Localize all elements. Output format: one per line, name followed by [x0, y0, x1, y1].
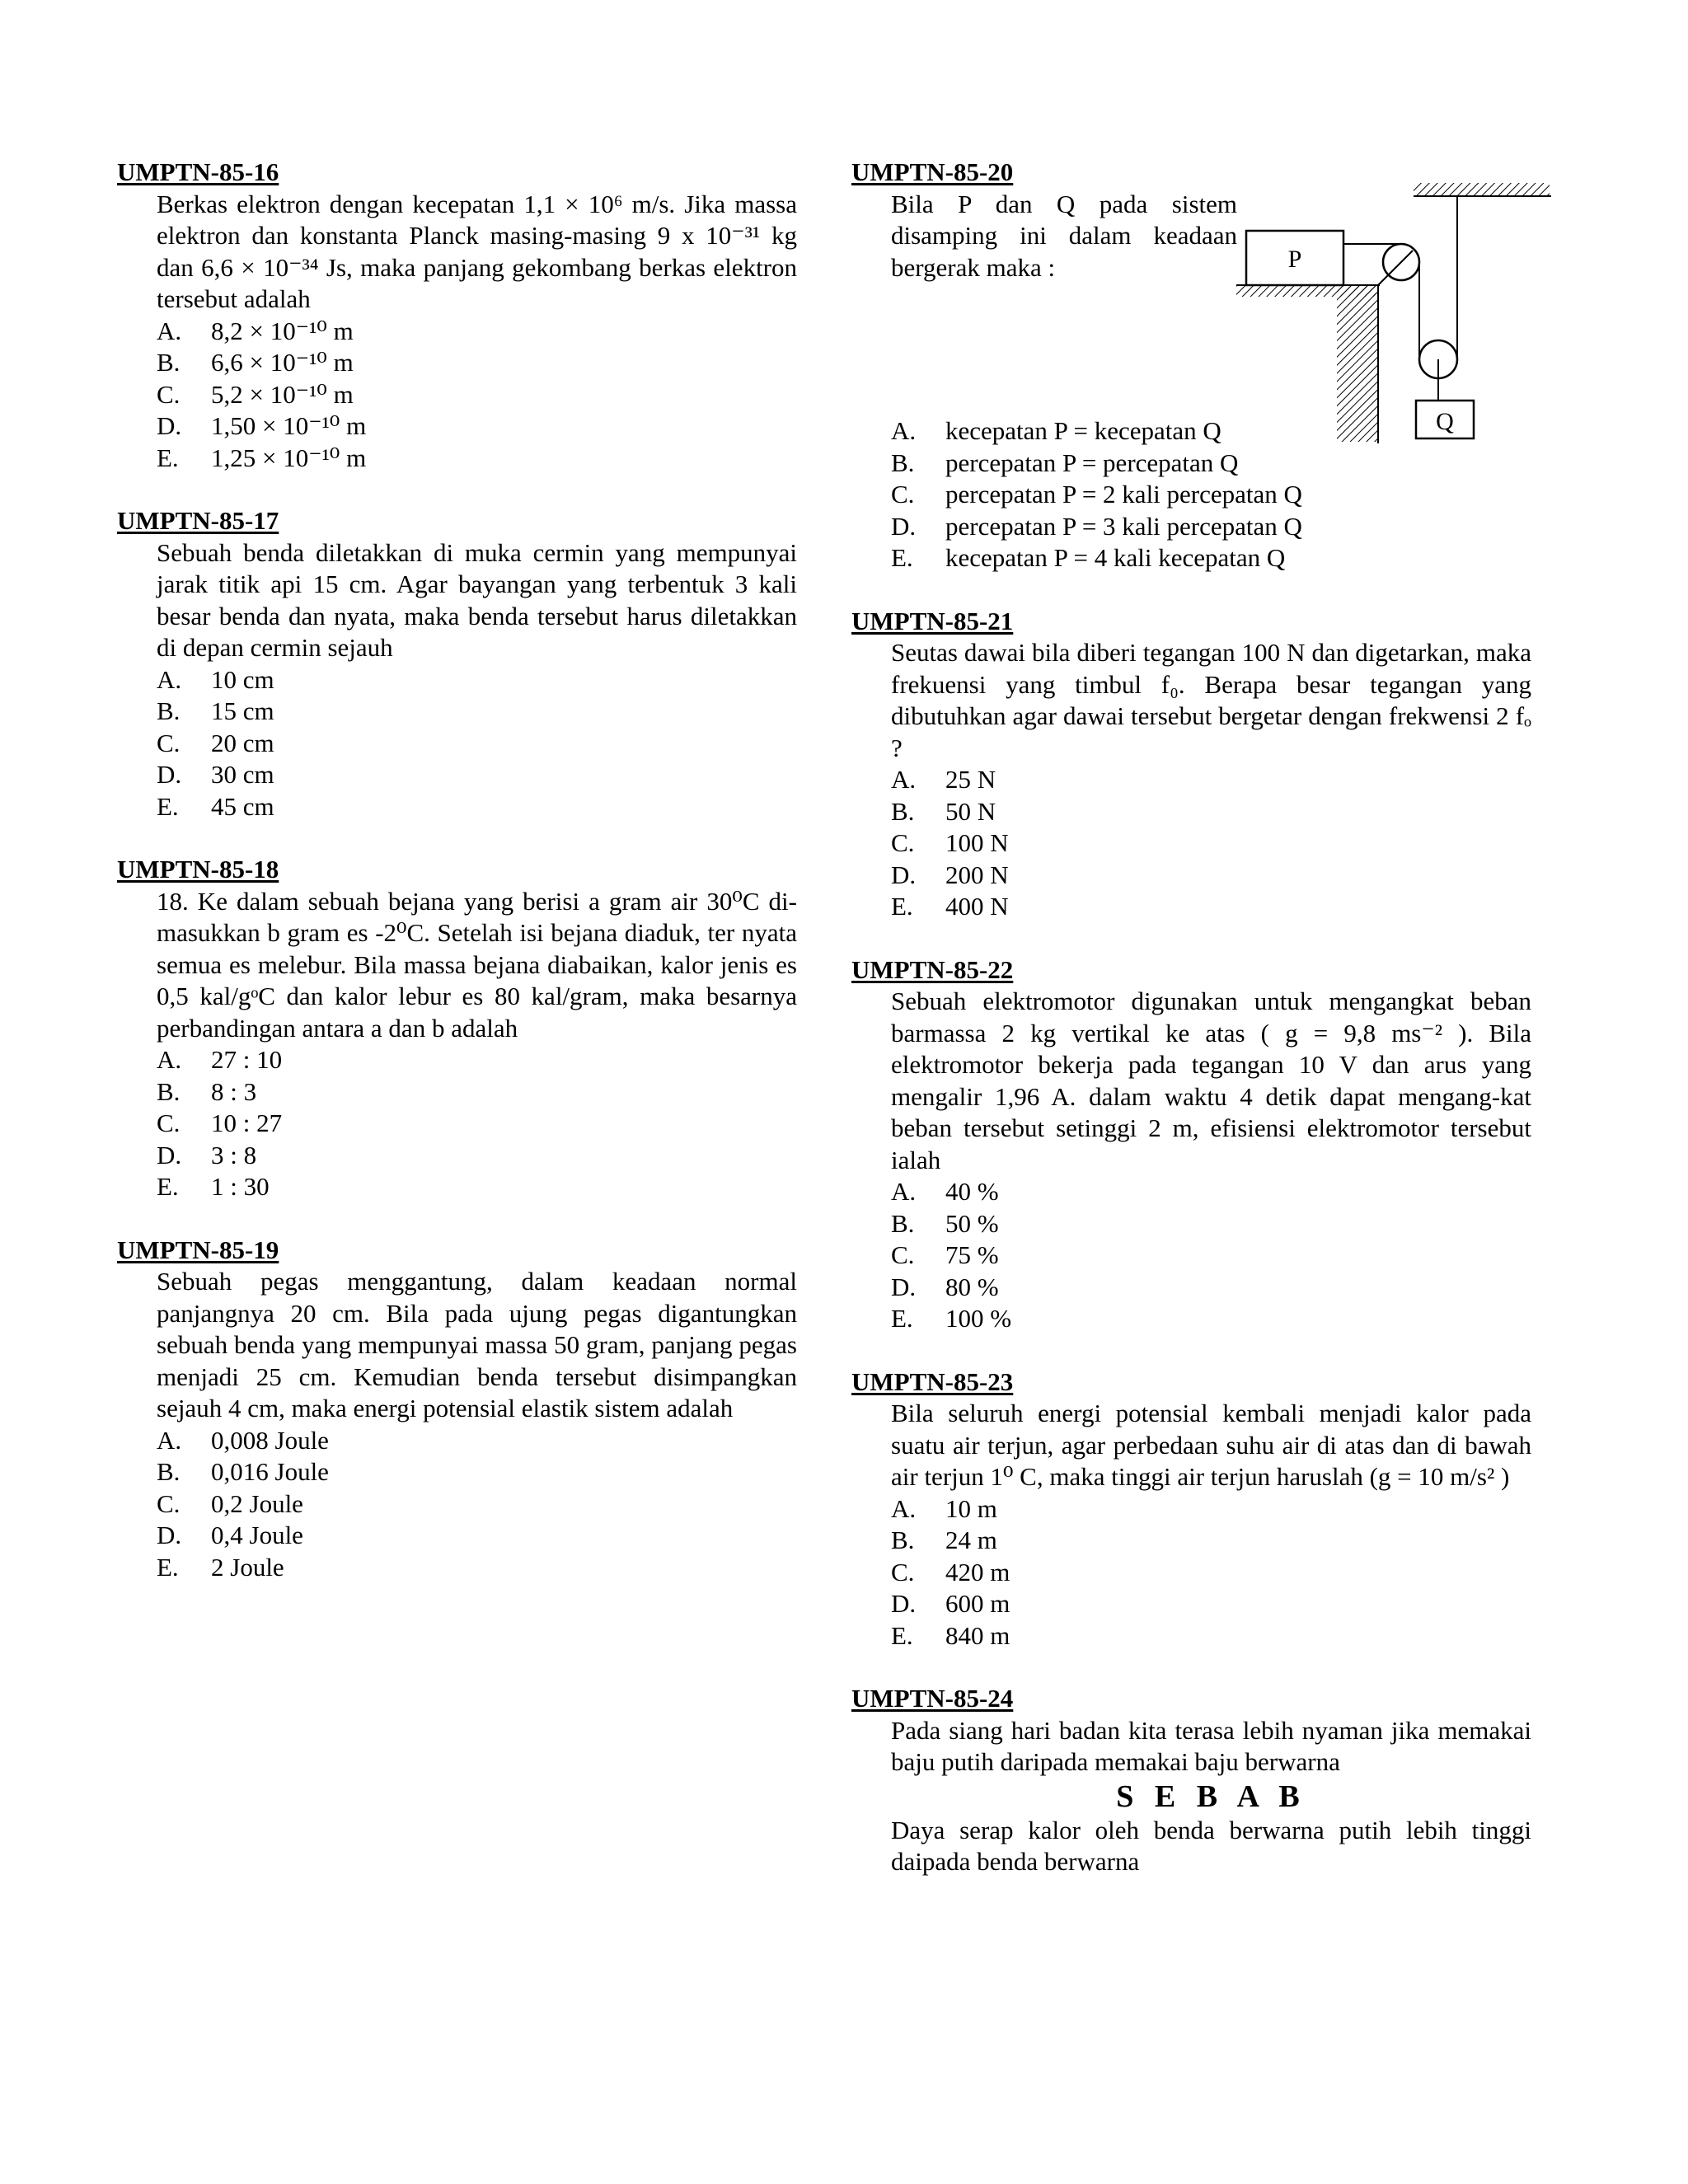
block-p-label: P	[1287, 246, 1302, 273]
option-letter: E.	[891, 1620, 913, 1650]
option-letter: D.	[891, 511, 917, 541]
option-letter: D.	[157, 1140, 182, 1169]
question-heading: UMPTN-85-24	[851, 1684, 1014, 1713]
option-letter: A.	[891, 416, 917, 445]
option-item	[891, 511, 1531, 543]
option-text: 24 m	[945, 1526, 997, 1554]
option-item	[891, 1176, 1531, 1208]
option-letter: D.	[891, 1589, 917, 1618]
option-letter: A.	[157, 1425, 182, 1455]
option-text: 420 m	[945, 1557, 1010, 1586]
option-text: 20 cm	[211, 728, 274, 757]
pulley-diagram	[1236, 180, 1566, 452]
option-letter: E.	[157, 443, 179, 472]
question-heading: UMPTN-85-16	[117, 157, 279, 186]
option-text: 3 : 8	[211, 1140, 257, 1169]
option-text: 2 Joule	[211, 1552, 284, 1582]
option-text: 1 : 30	[211, 1172, 270, 1201]
option-letter: C.	[157, 379, 181, 409]
option-text: 5,2 × 10⁻¹⁰ m	[211, 379, 354, 409]
option-item	[891, 1272, 1531, 1304]
option-item	[891, 1303, 1531, 1335]
option-text: 0,016 Joule	[211, 1457, 329, 1486]
option-item	[157, 1076, 797, 1108]
option-list	[851, 1493, 1531, 1652]
question-stem: Sebuah benda diletakkan di muka cermin yang mempunyai jarak titik api 15 cm. Agar bayangan yang terbentuk 3 kali besar benda dan nyata, maka benda tersebut harus diletakkan di depan cermin sejauh	[157, 537, 797, 662]
question-stem: Sebuah elektromotor digunakan untuk mengangkat beban barmassa 2 kg vertikal ke atas ( g = 9,8 ms⁻² ). Bila elektromotor bekerja pada tegangan 10 V dan arus yang mengalir 1,96 A. dalam waktu 4 detik dapat mengang-kat beban tersebut setinggi 2 m, efisiensi elektromotor tersebut ialah	[891, 987, 1531, 1174]
option-item	[157, 1488, 797, 1521]
option-text: 200 N	[945, 860, 1009, 889]
option-text: 25 N	[945, 765, 996, 794]
option-text: 15 cm	[211, 696, 274, 725]
option-letter: E.	[891, 892, 913, 921]
option-item	[157, 759, 797, 791]
option-letter: B.	[891, 1526, 915, 1554]
option-text: 30 cm	[211, 760, 274, 789]
block-q-label: Q	[1436, 408, 1454, 435]
option-letter: A.	[157, 316, 182, 345]
option-item	[157, 1425, 797, 1457]
question-stem: Seutas dawai bila diberi tegangan 100 N dan digetarkan, maka frekuensi yang timbul f₀. Berapa besar tegangan yang dibutuhkan agar dawai tersebut bergetar dengan frekwensi 2 fₒ ?	[891, 638, 1531, 762]
option-text: 6,6 × 10⁻¹⁰ m	[211, 348, 354, 377]
option-item	[891, 479, 1531, 511]
option-item	[891, 1620, 1531, 1652]
option-letter: C.	[157, 728, 181, 757]
option-letter: D.	[157, 760, 182, 789]
option-letter: C.	[157, 1488, 181, 1518]
option-letter: B.	[891, 448, 915, 477]
option-letter: B.	[157, 1457, 181, 1486]
option-letter: D.	[891, 1272, 917, 1301]
question-block	[851, 954, 1531, 1335]
option-letter: B.	[157, 348, 181, 377]
option-item	[157, 664, 797, 696]
option-text: 75 %	[945, 1240, 999, 1269]
option-item	[157, 1044, 797, 1076]
option-item	[157, 379, 797, 411]
question-heading: UMPTN-85-21	[851, 606, 1014, 635]
option-item	[157, 791, 797, 823]
option-letter: C.	[891, 1240, 915, 1269]
option-letter: D.	[891, 860, 917, 889]
option-item	[891, 542, 1531, 574]
wall-hatch	[1337, 285, 1378, 442]
option-letter: A.	[157, 664, 182, 694]
option-letter: C.	[891, 1557, 915, 1586]
question-heading: UMPTN-85-22	[851, 954, 1014, 984]
question-stem: 18. Ke dalam sebuah bejana yang berisi a gram air 30⁰C di-masukkan b gram es -2⁰C. Setelah isi bejana diaduk, ter nyata semua es melebur. Bila massa bejana diabaikan, kalor jenis es 0,5 kal/gᵒC dan kalor lebur es 80 kal/gram, maka besarnya perbandingan antara a dan b adalah	[157, 886, 797, 1043]
option-letter: E.	[157, 1552, 179, 1582]
question-statement: Pada siang hari badan kita terasa lebih nyaman jika memakai baju putih daripada memakai baju berwarna	[891, 1715, 1531, 1776]
question-stem: Bila seluruh energi potensial kembali menjadi kalor pada suatu air terjun, agar perbedaan suhu air di atas dan di bawah air terjun 1⁰ C, maka tinggi air terjun haruslah (g = 10 m/s² )	[891, 1399, 1531, 1491]
option-text: kecepatan P = kecepatan Q	[945, 416, 1221, 445]
option-text: 8,2 × 10⁻¹⁰ m	[211, 316, 354, 345]
option-text: 0,2 Joule	[211, 1488, 303, 1518]
question-block	[117, 157, 797, 474]
option-item	[157, 1456, 797, 1488]
option-text: 100 N	[945, 828, 1009, 857]
option-letter: A.	[891, 765, 917, 794]
question-block	[851, 606, 1531, 923]
option-list	[117, 1044, 797, 1203]
option-item	[891, 764, 1531, 796]
option-item	[891, 860, 1531, 892]
option-item	[157, 1108, 797, 1140]
option-item	[891, 891, 1531, 923]
option-text: percepatan P = 2 kali percepatan Q	[945, 480, 1302, 509]
option-text: 45 cm	[211, 791, 274, 821]
option-text: 1,50 × 10⁻¹⁰ m	[211, 411, 367, 440]
option-letter: A.	[891, 1177, 917, 1206]
option-item	[891, 796, 1531, 828]
option-list	[851, 1176, 1531, 1335]
option-item	[891, 1493, 1531, 1526]
option-text: percepatan P = percepatan Q	[945, 448, 1239, 477]
option-item	[157, 316, 797, 348]
option-text: 1,25 × 10⁻¹⁰ m	[211, 443, 367, 472]
question-heading: UMPTN-85-17	[117, 506, 279, 535]
option-letter: D.	[157, 1521, 182, 1549]
option-letter: C.	[891, 480, 915, 509]
question-stem: Berkas elektron dengan kecepatan 1,1 × 10⁶ m/s. Jika massa elektron dan konstanta Planck masing-masing 9 x 10⁻³¹ kg dan 6,6 × 10⁻³⁴ Js, maka panjang gekombang berkas elektron tersebut adalah	[157, 189, 797, 313]
option-text: 80 %	[945, 1272, 999, 1301]
option-item	[891, 1525, 1531, 1557]
option-text: 0,4 Joule	[211, 1521, 303, 1549]
option-item	[157, 1552, 797, 1584]
option-text: 10 m	[945, 1493, 997, 1523]
question-block	[851, 1683, 1531, 1878]
option-text: kecepatan P = 4 kali kecepatan Q	[945, 543, 1286, 572]
option-item	[157, 443, 797, 475]
sebab-connector: S E B A B	[1116, 1779, 1306, 1814]
option-text: 840 m	[945, 1620, 1010, 1650]
option-text: 600 m	[945, 1589, 1010, 1618]
option-text: percepatan P = 3 kali percepatan Q	[945, 511, 1302, 541]
left-column	[117, 157, 797, 1615]
option-item	[891, 448, 1531, 480]
option-item	[891, 827, 1531, 860]
option-letter: C.	[157, 1108, 181, 1137]
option-list	[117, 316, 797, 475]
question-reason: Daya serap kalor oleh benda berwarna putih lebih tinggi daipada benda berwarna	[891, 1815, 1531, 1876]
option-item	[891, 1588, 1531, 1620]
option-list	[851, 764, 1531, 923]
question-stem: Bila P dan Q pada sistem disamping ini dalam keadaan bergerak maka :	[891, 189, 1237, 282]
option-item	[157, 1140, 797, 1172]
option-list	[117, 1425, 797, 1584]
question-block	[117, 854, 797, 1203]
option-letter: A.	[891, 1493, 917, 1523]
option-letter: B.	[157, 696, 181, 725]
option-item	[891, 1557, 1531, 1589]
option-text: 10 : 27	[211, 1108, 283, 1137]
question-block	[851, 1366, 1531, 1652]
option-text: 50 N	[945, 796, 996, 826]
option-letter: E.	[157, 791, 179, 821]
option-text: 400 N	[945, 892, 1009, 921]
option-item	[891, 1240, 1531, 1272]
option-letter: B.	[891, 796, 915, 826]
option-letter: B.	[891, 1208, 915, 1238]
option-text: 100 %	[945, 1304, 1012, 1333]
option-text: 10 cm	[211, 664, 274, 694]
option-item	[157, 696, 797, 728]
option-item	[891, 1208, 1531, 1240]
question-heading: UMPTN-85-18	[117, 855, 279, 883]
question-heading: UMPTN-85-19	[117, 1235, 279, 1264]
option-letter: A.	[157, 1045, 182, 1074]
option-item	[157, 347, 797, 379]
question-stem: Sebuah pegas menggantung, dalam keadaan normal panjangnya 20 cm. Bila pada ujung pegas digantungkan sebuah benda yang mempunyai massa 50 gram, panjang pegas menjadi 25 cm. Kemudian benda tersebut disimpangkan sejauh 4 cm, maka energi potensial elastik sistem adalah	[157, 1267, 797, 1422]
option-text: 50 %	[945, 1208, 999, 1238]
ceiling-hatch	[1414, 183, 1550, 196]
question-heading: UMPTN-85-20	[851, 157, 1014, 186]
option-letter: E.	[891, 1304, 913, 1333]
option-text: 8 : 3	[211, 1076, 257, 1106]
option-item	[157, 728, 797, 760]
option-letter: B.	[157, 1076, 181, 1106]
question-block	[117, 505, 797, 823]
option-text: 0,008 Joule	[211, 1425, 329, 1455]
option-letter: C.	[891, 828, 915, 857]
question-block	[117, 1235, 797, 1584]
option-text: 40 %	[945, 1177, 999, 1206]
option-item	[157, 1171, 797, 1203]
option-letter: E.	[891, 543, 913, 572]
option-letter: E.	[157, 1172, 179, 1201]
option-item	[157, 1520, 797, 1552]
option-letter: D.	[157, 411, 182, 440]
option-item	[157, 410, 797, 443]
option-list	[117, 664, 797, 823]
question-heading: UMPTN-85-23	[851, 1366, 1014, 1396]
option-text: 27 : 10	[211, 1045, 283, 1074]
